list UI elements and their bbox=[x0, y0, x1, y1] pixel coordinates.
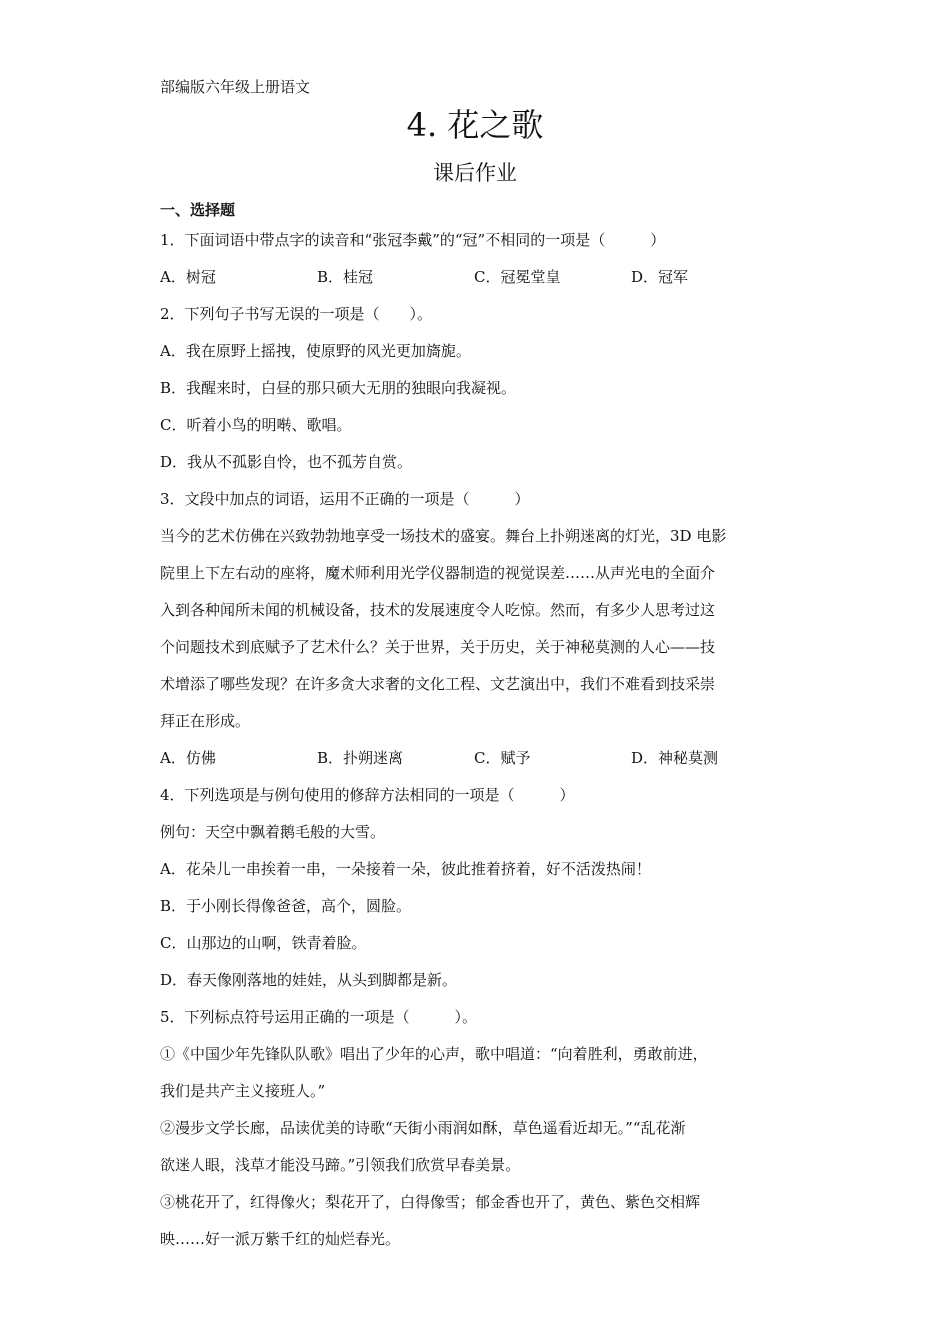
passage-line: 当今的艺术仿佛在兴致勃勃地享受一场技术的盛宴。舞台上扑朔迷离的灯光，3D 电影 bbox=[160, 527, 727, 545]
option-b: B．于小刚长得像爸爸，高个，圆脸。 bbox=[160, 897, 412, 915]
question-3-stem: 3．文段中加点的词语，运用不正确的一项是（ ） bbox=[160, 490, 530, 508]
option-d: D．春天像刚落地的娃娃，从头到脚都是新。 bbox=[160, 971, 458, 989]
option-a: A．树冠 bbox=[160, 268, 216, 286]
passage-line: 院里上下左右动的座将，魔术师利用光学仪器制造的视觉误差……从声光电的全面介 bbox=[160, 564, 716, 582]
document-header: 部编版六年级上册语文 bbox=[160, 78, 311, 96]
item-line: 我们是共产主义接班人。” bbox=[160, 1082, 326, 1100]
item-line: 映……好一派万紫千红的灿烂春光。 bbox=[160, 1230, 401, 1248]
option-d: D．我从不孤影自怜，也不孤芳自赏。 bbox=[160, 453, 413, 471]
question-5-stem: 5．下列标点符号运用正确的一项是（ ）。 bbox=[160, 1008, 478, 1026]
passage-line: 个问题技术到底赋予了艺术什么？关于世界，关于历史，关于神秘莫测的人心——技 bbox=[160, 638, 716, 656]
item-line: ①《中国少年先锋队队歌》唱出了少年的心声，歌中唱道：“向着胜利，勇敢前进， bbox=[160, 1045, 708, 1063]
question-3-options bbox=[160, 746, 788, 783]
question-1-options bbox=[160, 265, 788, 302]
question-4-example: 例句：天空中飘着鹅毛般的大雪。 bbox=[160, 823, 386, 841]
option-c: C．赋予 bbox=[474, 749, 531, 767]
option-c: C．冠冕堂皇 bbox=[474, 268, 561, 286]
question-4-stem: 4．下列选项是与例句使用的修辞方法相同的一项是（ ） bbox=[160, 786, 575, 804]
passage-line: 入到各种闻所未闻的机械设备，技术的发展速度令人吃惊。然而，有多少人思考过这 bbox=[160, 601, 716, 619]
item-line: ②漫步文学长廊，品读优美的诗歌“天街小雨润如酥，草色遥看近却无。”“乱花渐 bbox=[160, 1119, 686, 1137]
option-b: B．桂冠 bbox=[317, 268, 374, 286]
option-d: D．冠军 bbox=[631, 268, 689, 286]
option-b: B．我醒来时，白昼的那只硕大无朋的独眼向我凝视。 bbox=[160, 379, 517, 397]
option-d: D．神秘莫测 bbox=[631, 749, 719, 767]
question-list bbox=[160, 228, 788, 1264]
question-3-passage bbox=[160, 524, 788, 746]
page-title: 4. 花之歌 bbox=[406, 106, 544, 144]
item-line: 欲迷人眼，浅草才能没马蹄。”引领我们欣赏早春美景。 bbox=[160, 1156, 521, 1174]
item-line: ③桃花开了，红得像火；梨花开了，白得像雪；郁金香也开了，黄色、紫色交相辉 bbox=[160, 1193, 701, 1211]
question-5-item-3 bbox=[160, 1190, 788, 1264]
passage-line: 术增添了哪些发现？在许多贪大求奢的文化工程、文艺演出中，我们不难看到技采崇 bbox=[160, 675, 716, 693]
option-c: C．山那边的山啊，铁青着脸。 bbox=[160, 934, 367, 952]
option-a: A．仿佛 bbox=[160, 749, 216, 767]
option-a: A．花朵儿一串挨着一串，一朵接着一朵，彼此推着挤着，好不活泼热闹！ bbox=[160, 860, 651, 878]
option-b: B．扑朔迷离 bbox=[317, 749, 404, 767]
page-subtitle: 课后作业 bbox=[433, 161, 517, 185]
option-a: A．我在原野上摇拽，使原野的风光更加旖旎。 bbox=[160, 342, 471, 360]
question-2-stem: 2．下列句子书写无误的一项是（ ）。 bbox=[160, 305, 433, 323]
option-c: C．听着小鸟的明啭、歌唱。 bbox=[160, 416, 352, 434]
question-5-item-1 bbox=[160, 1042, 788, 1116]
section-heading: 一、选择题 bbox=[160, 201, 236, 219]
question-5-item-2 bbox=[160, 1116, 788, 1190]
passage-line: 拜正在形成。 bbox=[160, 712, 251, 730]
question-1-stem: 1．下面词语中带点字的读音和“张冠李戴”的“冠”不相同的一项是（ ） bbox=[160, 231, 666, 249]
